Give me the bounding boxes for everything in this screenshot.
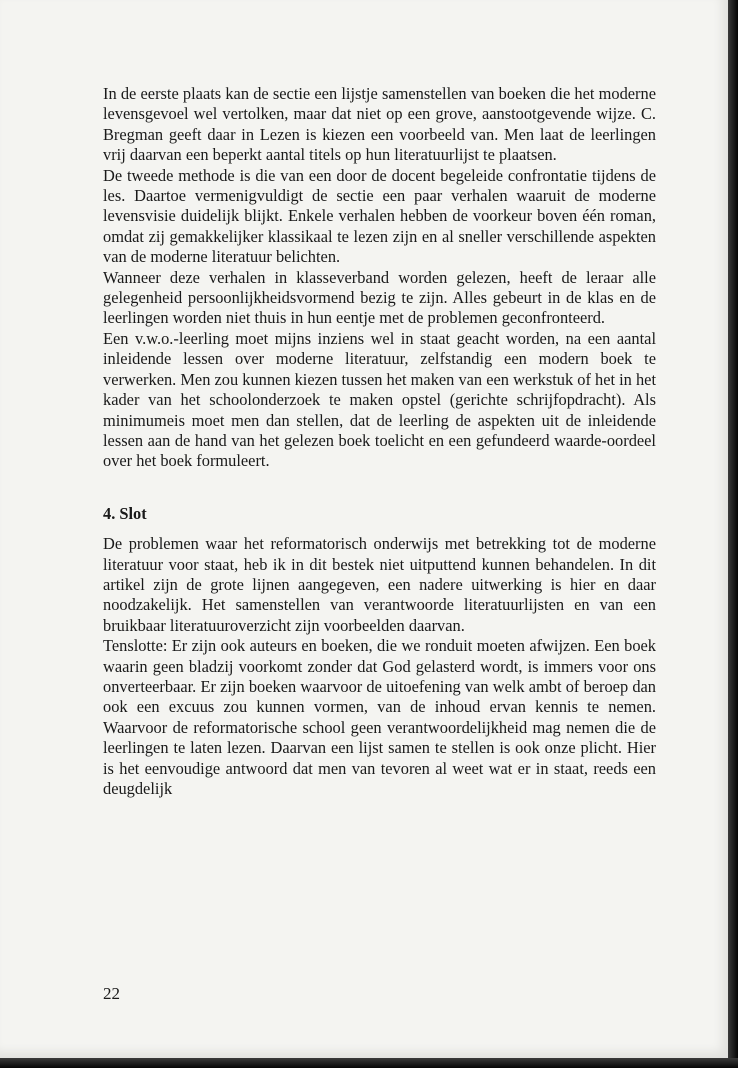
paragraph: Wanneer deze verhalen in klasseverband worden gelezen, heeft de leraar alle gelegenheid persoonlijkheidsvormend bezig te zijn. Alles gebeurt in de klas en de leerlingen worden niet thuis in hun eentje met de problemen geconfronteerd. <box>103 267 656 328</box>
section-heading: 4. Slot <box>103 503 147 523</box>
page-text <box>103 84 656 799</box>
paragraph: In de eerste plaats kan de sectie een lijstje samenstellen van boeken die het moderne levensgevoel wel vertolken, maar dat niet op een grove, aanstootgevende wijze. C. Bregman geeft daar in Lezen is kiezen een voorbeeld van. Men laat de leerlingen vrij daarvan een beperkt aantal titels op hun literatuurlijst te plaatsen. <box>103 84 656 165</box>
paragraph: De tweede methode is die van een door de docent begeleide confrontatie tijdens de les. Daartoe vermenigvuldigt de sectie een paar verhalen waaruit de moderne levensvisie duidelijk blijkt. Enkele verhalen hebben de voorkeur boven één roman, omdat zij gemakkelijker klassikaal te lezen zijn en al sneller verschillende aspekten van de moderne literatuur belichten. <box>103 165 656 267</box>
paragraph: Een v.w.o.-leerling moet mijns inziens wel in staat geacht worden, na een aantal inleidende lessen over moderne literatuur, zelfstandig een modern boek te verwerken. Men zou kunnen kiezen tussen het maken van een werkstuk of het in het kader van het schoolonderzoek te maken opstel (gerichte schrijfopdracht). Als minimumeis moet men dan stellen, dat de leerling de aspekten uit de inleidende lessen aan de hand van het gelezen boek toelicht en een gefundeerd waarde-oordeel over het boek formuleert. <box>103 328 656 471</box>
scan-edge-bottom <box>0 1058 738 1068</box>
scan-edge-right <box>728 0 738 1068</box>
paragraph: Tenslotte: Er zijn ook auteurs en boeken, die we ronduit moeten afwijzen. Een boek waarin geen bladzij voorkomt zonder dat God gelasterd wordt, is immers voor ons onverteerbaar. Er zijn boeken waarvoor de uitoefening van welk ambt of beroep dan ook een excuus zou kunnen vormen, van de inhoud ervan kennis te nemen. Waarvoor de reformatorische school geen verantwoordelijkheid mag nemen die de leerlingen te laten lezen. Daarvan een lijst samen te stellen is ook onze plicht. Hier is het eenvoudige antwoord dat men van tevoren al weet wat er in staat, reeds een deugdelijk <box>103 636 656 798</box>
page-number: 22 <box>103 984 120 1003</box>
paragraph: De problemen waar het reformatorisch onderwijs met betrekking tot de moderne literatuur voor staat, heb ik in dit bestek niet uitputtend kunnen behandelen. In dit artikel zijn de grote lijnen aangegeven, een nadere uitwerking is hier en daar noodzakelijk. Het samenstellen van verantwoorde literatuurlijsten en van een bruikbaar literatuuroverzicht zijn voorbeelden daarvan. <box>103 534 656 635</box>
